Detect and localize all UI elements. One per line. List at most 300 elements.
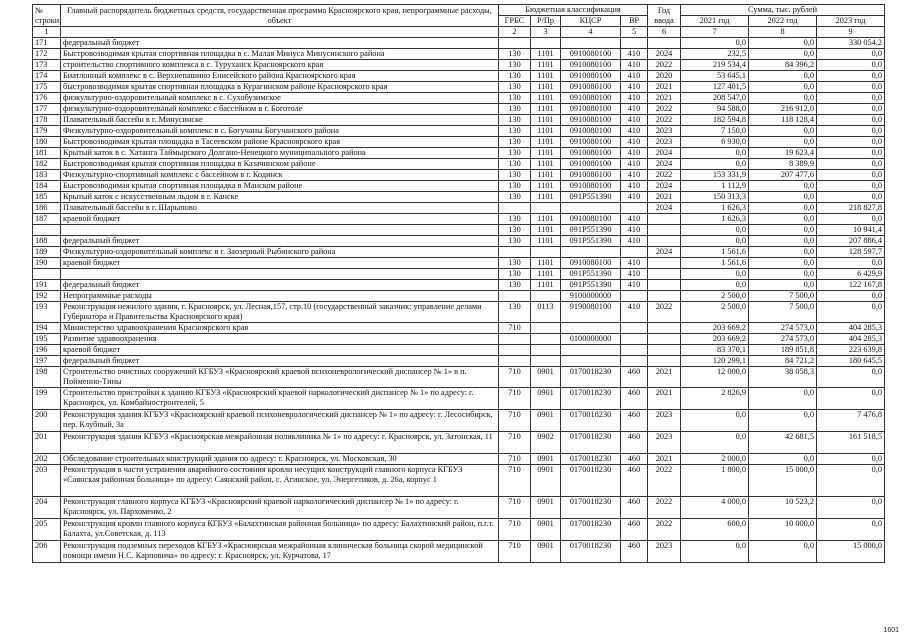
table-row	[33, 432, 885, 454]
cell-year: 2022	[648, 519, 681, 541]
cell-sum-2023: 0,0	[817, 104, 885, 115]
cell-sum-2023: 122 167,8	[817, 280, 885, 291]
cell-year	[648, 258, 681, 269]
cell-grbs: 130	[499, 93, 531, 104]
header-index-8: 8	[749, 27, 817, 38]
cell-year: 2022	[648, 104, 681, 115]
cell-sum-2022: 38 058,3	[749, 367, 817, 388]
cell-sum-2021: 1 561,6	[681, 247, 749, 258]
cell-grbs: 710	[499, 432, 531, 454]
table-row	[33, 410, 885, 432]
cell-rzpr: 1101	[531, 170, 561, 181]
cell-grbs: 710	[499, 465, 531, 497]
cell-vr: 410	[621, 258, 648, 269]
header-index-3: 3	[531, 27, 561, 38]
cell-year: 2023	[648, 541, 681, 563]
cell-sum-2022: 189 851,8	[749, 345, 817, 356]
cell-year: 2024	[648, 49, 681, 60]
table-row	[33, 334, 885, 345]
cell-row-number: 204	[33, 497, 61, 519]
cell-grbs: 130	[499, 280, 531, 291]
table-row	[33, 104, 885, 115]
cell-vr: 460	[621, 432, 648, 454]
cell-sum-2021: 0,0	[681, 280, 749, 291]
cell-name: Быстровозводимая крытая площадка в Тасеевском районе Красноярского края	[61, 137, 499, 148]
header-budget-classification: Бюджетная классификация	[499, 5, 648, 16]
cell-kcsr: 0170018230	[561, 497, 621, 519]
cell-kcsr: 0170018230	[561, 519, 621, 541]
cell-vr: 460	[621, 541, 648, 563]
cell-sum-2021: 203 669,2	[681, 323, 749, 334]
cell-grbs: 130	[499, 115, 531, 126]
cell-vr	[621, 247, 648, 258]
cell-row-number: 206	[33, 541, 61, 563]
cell-sum-2022: 0,0	[749, 269, 817, 280]
cell-sum-2023: 0,0	[817, 115, 885, 126]
cell-grbs: 130	[499, 170, 531, 181]
cell-rzpr: 1101	[531, 225, 561, 236]
cell-sum-2021: 0,0	[681, 38, 749, 49]
cell-name: Быстровозводимая крытая спортивная площадка в Казачинском районе	[61, 159, 499, 170]
page-number: 1601	[883, 627, 899, 634]
cell-row-number: 186	[33, 203, 61, 214]
cell-sum-2023: 0,0	[817, 71, 885, 82]
table-row	[33, 345, 885, 356]
cell-row-number: 173	[33, 60, 61, 71]
cell-vr: 460	[621, 519, 648, 541]
cell-sum-2023: 0,0	[817, 258, 885, 269]
cell-vr	[621, 38, 648, 49]
table-row	[33, 497, 885, 519]
cell-year: 2022	[648, 115, 681, 126]
cell-rzpr: 1101	[531, 192, 561, 203]
cell-sum-2021: 232,5	[681, 49, 749, 60]
cell-kcsr: 0170018230	[561, 388, 621, 410]
header-index-2: 2	[499, 27, 531, 38]
cell-sum-2023: 0,0	[817, 214, 885, 225]
cell-grbs	[499, 38, 531, 49]
cell-sum-2023: 218 827,8	[817, 203, 885, 214]
cell-kcsr: 0170018230	[561, 410, 621, 432]
cell-name	[61, 269, 499, 280]
cell-name: физкультурно-оздоровительный комплекс с бассейном в г. Боготоле	[61, 104, 499, 115]
cell-kcsr	[561, 323, 621, 334]
cell-name: краевой бюджет	[61, 345, 499, 356]
cell-vr	[621, 334, 648, 345]
cell-rzpr: 1101	[531, 71, 561, 82]
cell-year: 2021	[648, 367, 681, 388]
cell-row-number: 187	[33, 214, 61, 225]
cell-name: федеральный бюджет	[61, 38, 499, 49]
cell-kcsr: 0910080100	[561, 181, 621, 192]
table-row	[33, 203, 885, 214]
cell-grbs	[499, 356, 531, 367]
cell-rzpr: 1101	[531, 236, 561, 247]
cell-rzpr	[531, 334, 561, 345]
cell-name: Реконструкция здания КГБУЗ «Красноярская межрайонная поликлиника № 1» по адресу: г. Красноярск, ул. Затонская, 11	[61, 432, 499, 454]
cell-name: Физкультурно-спортивный комплекс с бассейном в г. Кодинск	[61, 170, 499, 181]
cell-grbs	[499, 291, 531, 302]
cell-vr: 410	[621, 159, 648, 170]
cell-sum-2022: 0,0	[749, 214, 817, 225]
cell-row-number: 195	[33, 334, 61, 345]
cell-rzpr: 1101	[531, 115, 561, 126]
cell-year	[648, 38, 681, 49]
cell-sum-2021: 2 500,0	[681, 291, 749, 302]
cell-row-number: 201	[33, 432, 61, 454]
table-row	[33, 126, 885, 137]
cell-row-number: 197	[33, 356, 61, 367]
cell-grbs: 130	[499, 269, 531, 280]
cell-name: Быстровозводимая крытая спортивная площадка в с. Малая Минуса Минусинского района	[61, 49, 499, 60]
cell-row-number: 180	[33, 137, 61, 148]
cell-sum-2021: 94 588,0	[681, 104, 749, 115]
cell-kcsr: 0100000000	[561, 334, 621, 345]
cell-vr: 410	[621, 269, 648, 280]
cell-year: 2021	[648, 93, 681, 104]
header-2021: 2021 год	[681, 16, 749, 27]
cell-kcsr: 0910080100	[561, 49, 621, 60]
header-no-label: №	[35, 5, 43, 15]
cell-vr: 460	[621, 410, 648, 432]
cell-year	[648, 214, 681, 225]
header-kcsr: КЦСР	[561, 16, 621, 27]
cell-sum-2021: 12 000,0	[681, 367, 749, 388]
cell-sum-2023: 15 000,0	[817, 541, 885, 563]
cell-sum-2022: 10 000,0	[749, 519, 817, 541]
table-row	[33, 60, 885, 71]
table-row	[33, 93, 885, 104]
cell-rzpr	[531, 323, 561, 334]
cell-sum-2023: 404 285,3	[817, 323, 885, 334]
cell-year	[648, 236, 681, 247]
table-row	[33, 192, 885, 203]
cell-grbs	[499, 203, 531, 214]
table-row	[33, 214, 885, 225]
cell-vr: 410	[621, 236, 648, 247]
cell-year: 2022	[648, 497, 681, 519]
cell-row-number: 200	[33, 410, 61, 432]
cell-sum-2021: 83 370,1	[681, 345, 749, 356]
cell-kcsr: 0910080100	[561, 137, 621, 148]
cell-rzpr: 1101	[531, 137, 561, 148]
cell-rzpr: 0901	[531, 410, 561, 432]
cell-row-number: 192	[33, 291, 61, 302]
table-row	[33, 258, 885, 269]
cell-kcsr: 0910080100	[561, 258, 621, 269]
cell-kcsr: 091P551390	[561, 280, 621, 291]
cell-vr: 410	[621, 192, 648, 203]
cell-sum-2023: 0,0	[817, 291, 885, 302]
cell-grbs: 130	[499, 49, 531, 60]
cell-sum-2023: 0,0	[817, 137, 885, 148]
cell-row-number: 171	[33, 38, 61, 49]
cell-vr: 410	[621, 104, 648, 115]
cell-sum-2022: 274 573,0	[749, 334, 817, 345]
cell-sum-2023: 0,0	[817, 170, 885, 181]
cell-sum-2022: 10 523,2	[749, 497, 817, 519]
cell-sum-2023: 0,0	[817, 126, 885, 137]
cell-rzpr: 0901	[531, 541, 561, 563]
cell-sum-2022: 0,0	[749, 82, 817, 93]
cell-sum-2021: 203 669,2	[681, 334, 749, 345]
cell-name: краевой бюджет	[61, 214, 499, 225]
cell-rzpr: 1101	[531, 60, 561, 71]
cell-grbs: 130	[499, 225, 531, 236]
cell-year: 2022	[648, 170, 681, 181]
cell-rzpr: 0901	[531, 388, 561, 410]
cell-sum-2022: 0,0	[749, 181, 817, 192]
header-index-1: 1	[33, 27, 61, 38]
cell-year	[648, 356, 681, 367]
cell-name	[61, 225, 499, 236]
cell-sum-2022: 84 721,2	[749, 356, 817, 367]
cell-row-number: 202	[33, 454, 61, 465]
cell-row-number: 179	[33, 126, 61, 137]
header-vr: ВР	[621, 16, 648, 27]
cell-grbs: 710	[499, 541, 531, 563]
table-row	[33, 269, 885, 280]
cell-row-number: 194	[33, 323, 61, 334]
cell-sum-2022: 207 477,6	[749, 170, 817, 181]
header-index-5: 5	[621, 27, 648, 38]
header-sum: Сумма, тыс. рублей	[681, 5, 885, 16]
cell-year: 2024	[648, 247, 681, 258]
cell-year: 2021	[648, 454, 681, 465]
cell-rzpr: 0902	[531, 432, 561, 454]
cell-name: Министерство здравоохранения Красноярского края	[61, 323, 499, 334]
table-row	[33, 465, 885, 497]
cell-sum-2022: 0,0	[749, 258, 817, 269]
table-row	[33, 388, 885, 410]
cell-year: 2024	[648, 203, 681, 214]
cell-rzpr: 1101	[531, 148, 561, 159]
cell-grbs	[499, 345, 531, 356]
table-header	[33, 5, 885, 38]
cell-sum-2022: 0,0	[749, 71, 817, 82]
cell-sum-2022: 8 389,9	[749, 159, 817, 170]
cell-row-number: 181	[33, 148, 61, 159]
cell-rzpr: 1101	[531, 181, 561, 192]
table-row	[33, 356, 885, 367]
header-index-7: 7	[681, 27, 749, 38]
cell-rzpr: 0901	[531, 465, 561, 497]
cell-kcsr: 091P551390	[561, 236, 621, 247]
table-row	[33, 159, 885, 170]
cell-year: 2021	[648, 388, 681, 410]
cell-grbs: 130	[499, 192, 531, 203]
table-row	[33, 170, 885, 181]
cell-row-number: 178	[33, 115, 61, 126]
cell-year: 2023	[648, 432, 681, 454]
table-row	[33, 291, 885, 302]
header-row-number	[33, 5, 61, 27]
cell-grbs: 130	[499, 181, 531, 192]
cell-sum-2022: 84 396,2	[749, 60, 817, 71]
cell-sum-2023: 0,0	[817, 181, 885, 192]
table-row	[33, 280, 885, 291]
cell-sum-2023: 0,0	[817, 93, 885, 104]
cell-sum-2021: 208 547,0	[681, 93, 749, 104]
cell-name: Реконструкция здания КГБУЗ «Красноярский краевой психоневрологический диспансер № 1» по адресу: г. Лесосибирск, пер. Клубный, 3а	[61, 410, 499, 432]
cell-kcsr: 0910080100	[561, 104, 621, 115]
cell-sum-2022: 0,0	[749, 454, 817, 465]
cell-kcsr: 0170018230	[561, 465, 621, 497]
cell-rzpr	[531, 345, 561, 356]
cell-rzpr: 0901	[531, 497, 561, 519]
cell-sum-2021: 127 401,5	[681, 82, 749, 93]
header-no-label-2: строки	[35, 15, 60, 25]
cell-kcsr	[561, 38, 621, 49]
cell-grbs: 710	[499, 519, 531, 541]
cell-vr: 460	[621, 465, 648, 497]
cell-name: Реконструкция главного корпуса КГБУЗ «Красноярский краевой наркологический диспансер № 1» по адресу: г. Красноярск, ул. Пархоменко, 2	[61, 497, 499, 519]
cell-sum-2022: 0,0	[749, 541, 817, 563]
cell-grbs	[499, 247, 531, 258]
cell-name: строительство спортивного комплекса в с. Туруханск Красноярского края	[61, 60, 499, 71]
cell-sum-2021: 2 000,0	[681, 454, 749, 465]
cell-vr	[621, 291, 648, 302]
cell-rzpr: 1101	[531, 82, 561, 93]
cell-sum-2022: 0,0	[749, 280, 817, 291]
cell-name: Физкультурно-оздоровительный комплекс в г. Заозерный Рыбинского района	[61, 247, 499, 258]
cell-year: 2021	[648, 192, 681, 203]
cell-name: Обследование строительных конструкций здания по адресу: г. Красноярск, ул. Московская, 30	[61, 454, 499, 465]
cell-sum-2022: 0,0	[749, 410, 817, 432]
cell-rzpr: 0901	[531, 454, 561, 465]
cell-name: Строительство пристройки к зданию КГБУЗ «Красноярский краевой наркологический диспансер № 1» по адресу: г. Красноярск, ул. Комбайностроителей, 5	[61, 388, 499, 410]
cell-row-number: 174	[33, 71, 61, 82]
cell-sum-2023: 128 597,7	[817, 247, 885, 258]
cell-sum-2021: 0,0	[681, 432, 749, 454]
cell-row-number: 196	[33, 345, 61, 356]
cell-rzpr: 1101	[531, 49, 561, 60]
cell-rzpr	[531, 356, 561, 367]
cell-vr: 410	[621, 82, 648, 93]
cell-kcsr	[561, 203, 621, 214]
cell-sum-2022: 0,0	[749, 247, 817, 258]
cell-kcsr: 0910080100	[561, 82, 621, 93]
cell-vr: 410	[621, 148, 648, 159]
cell-sum-2021: 53 645,1	[681, 71, 749, 82]
cell-year	[648, 280, 681, 291]
cell-kcsr: 9190080100	[561, 302, 621, 323]
cell-vr	[621, 323, 648, 334]
cell-row-number: 182	[33, 159, 61, 170]
cell-rzpr	[531, 291, 561, 302]
cell-rzpr: 0901	[531, 367, 561, 388]
cell-kcsr	[561, 247, 621, 258]
cell-name: Развитие здравоохранения	[61, 334, 499, 345]
cell-sum-2021: 2 500,0	[681, 302, 749, 323]
cell-sum-2021: 120 299,1	[681, 356, 749, 367]
table-row	[33, 236, 885, 247]
cell-sum-2023: 0,0	[817, 192, 885, 203]
table-row	[33, 367, 885, 388]
cell-grbs: 130	[499, 82, 531, 93]
cell-grbs	[499, 334, 531, 345]
table-row	[33, 71, 885, 82]
cell-sum-2021: 219 534,4	[681, 60, 749, 71]
cell-year: 2022	[648, 302, 681, 323]
cell-sum-2021: 1 626,3	[681, 214, 749, 225]
cell-year: 2023	[648, 410, 681, 432]
cell-sum-2021: 182 594,8	[681, 115, 749, 126]
cell-row-number: 205	[33, 519, 61, 541]
cell-year	[648, 291, 681, 302]
budget-table-sheet	[32, 4, 884, 563]
cell-sum-2021: 0,0	[681, 269, 749, 280]
cell-row-number: 175	[33, 82, 61, 93]
cell-rzpr: 1101	[531, 126, 561, 137]
cell-row-number: 176	[33, 93, 61, 104]
cell-grbs: 130	[499, 126, 531, 137]
cell-sum-2022: 0,0	[749, 126, 817, 137]
cell-kcsr: 0170018230	[561, 367, 621, 388]
cell-name: федеральный бюджет	[61, 356, 499, 367]
cell-sum-2023: 161 518,5	[817, 432, 885, 454]
cell-row-number: 189	[33, 247, 61, 258]
cell-sum-2022: 0,0	[749, 388, 817, 410]
cell-sum-2021: 2 826,9	[681, 388, 749, 410]
cell-vr: 410	[621, 49, 648, 60]
cell-rzpr: 1101	[531, 93, 561, 104]
cell-sum-2021: 1 112,9	[681, 181, 749, 192]
header-index-9: 9	[817, 27, 885, 38]
cell-sum-2021: 0,0	[681, 236, 749, 247]
cell-sum-2021: 7 150,0	[681, 126, 749, 137]
cell-row-number: 177	[33, 104, 61, 115]
table-row	[33, 454, 885, 465]
cell-grbs: 130	[499, 236, 531, 247]
cell-sum-2021: 4 000,0	[681, 497, 749, 519]
header-2022: 2022 год	[749, 16, 817, 27]
cell-kcsr: 0910080100	[561, 159, 621, 170]
table-row	[33, 38, 885, 49]
cell-vr	[621, 203, 648, 214]
cell-sum-2023: 0,0	[817, 454, 885, 465]
cell-vr: 410	[621, 214, 648, 225]
cell-sum-2021: 6 930,0	[681, 137, 749, 148]
cell-sum-2021: 150 313,3	[681, 192, 749, 203]
header-name: Главный распорядитель бюджетных средств, государственная программа Красноярского края, непрограммные расходы, объект	[61, 5, 499, 27]
cell-vr	[621, 345, 648, 356]
cell-name: федеральный бюджет	[61, 236, 499, 247]
cell-rzpr	[531, 247, 561, 258]
cell-kcsr: 9100000000	[561, 291, 621, 302]
header-index-6: 6	[648, 27, 681, 38]
cell-row-number: 183	[33, 170, 61, 181]
cell-sum-2023: 180 645,5	[817, 356, 885, 367]
cell-grbs: 130	[499, 71, 531, 82]
cell-name: Биатлонный комплекс в с. Верхнепашино Енисейского района Красноярского края	[61, 71, 499, 82]
cell-sum-2021: 1 800,0	[681, 465, 749, 497]
cell-year: 2022	[648, 60, 681, 71]
cell-vr: 410	[621, 302, 648, 323]
cell-vr: 410	[621, 181, 648, 192]
cell-grbs: 130	[499, 258, 531, 269]
header-index-name	[61, 27, 499, 38]
cell-sum-2021: 600,0	[681, 519, 749, 541]
cell-year	[648, 334, 681, 345]
table-row	[33, 49, 885, 60]
cell-kcsr: 091P551390	[561, 269, 621, 280]
cell-rzpr: 1101	[531, 280, 561, 291]
cell-sum-2023: 223 639,8	[817, 345, 885, 356]
cell-sum-2022: 216 912,0	[749, 104, 817, 115]
cell-rzpr: 0113	[531, 302, 561, 323]
table-row	[33, 541, 885, 563]
